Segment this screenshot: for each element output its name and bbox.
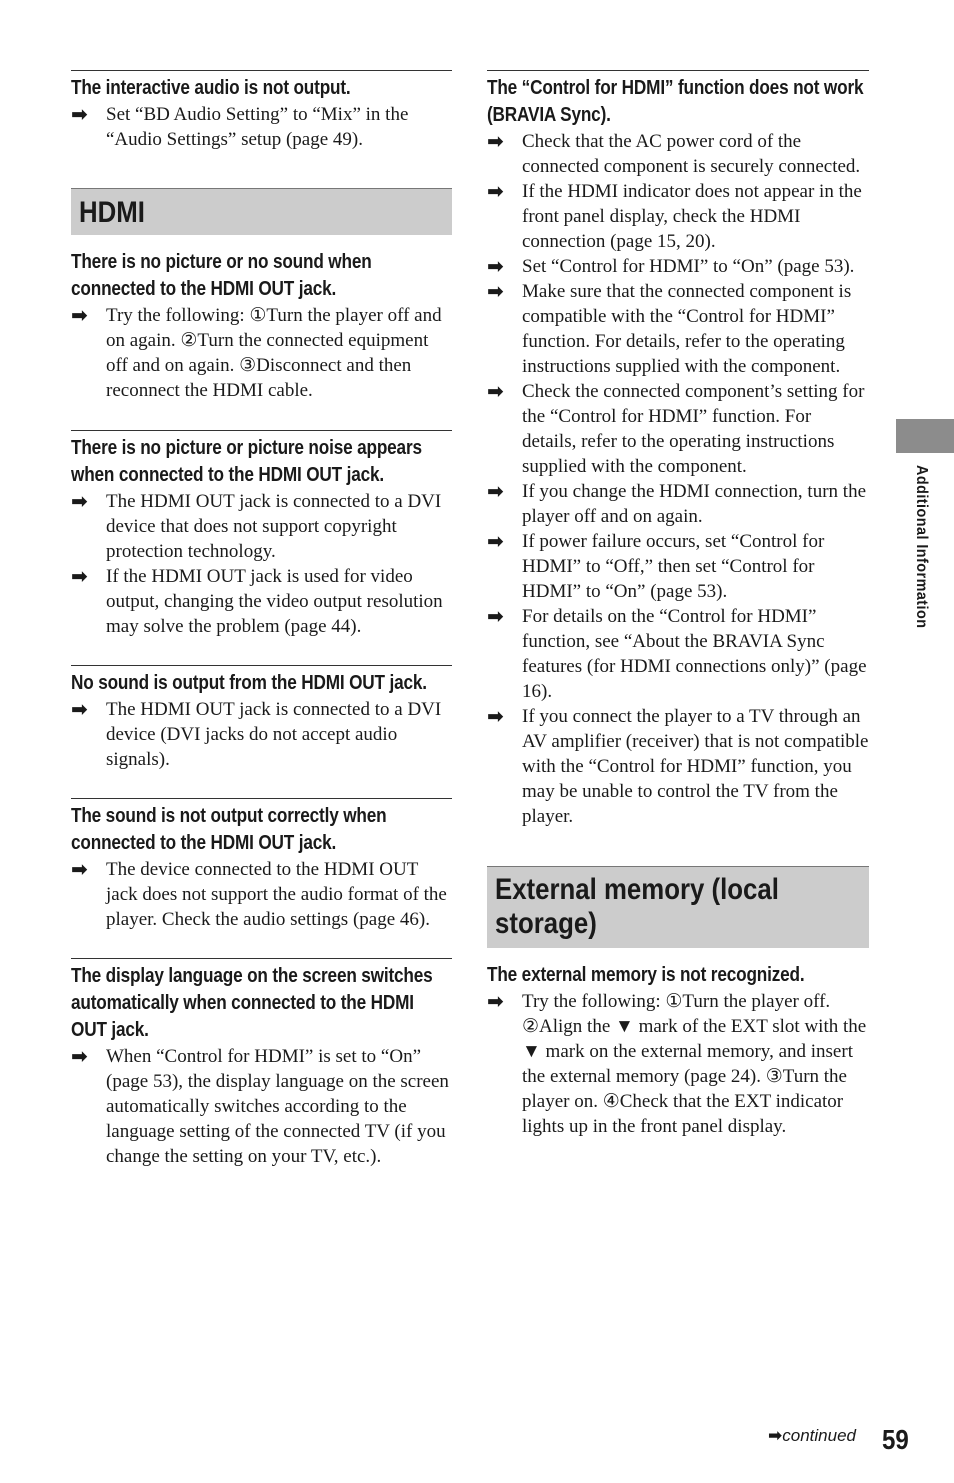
troubleshoot-no-sound-hdmi (71, 665, 452, 772)
troubleshoot-sound-incorrect (71, 798, 452, 932)
remedy-text: Check that the AC power cord of the connected component is securely connected. (522, 131, 861, 177)
section-title: HDMI (79, 196, 145, 229)
remedy-text: If the HDMI indicator does not appear in the front panel display, check the HDMI connection (page 15, 20). (522, 181, 862, 252)
arrow-icon: ➡ (71, 857, 88, 881)
remedy-item (487, 254, 869, 279)
troubleshoot-interactive-audio (71, 70, 452, 152)
remedy-text: If you connect the player to a TV through an AV amplifier (receiver) that is not compatible with the “Control for HDMI” function, you may be unable to control the TV from the player. (522, 706, 869, 827)
subsection-title: The interactive audio is not output. (71, 77, 351, 99)
arrow-icon: ➡ (487, 479, 504, 503)
remedy-text: For details on the “Control for HDMI” function, see “About the BRAVIA Sync features (for HDMI connections only)” (page 16). (522, 606, 867, 702)
remedy-item (487, 179, 869, 254)
arrow-icon: ➡ (71, 564, 88, 588)
troubleshoot-external-memory (487, 962, 869, 1139)
continued-indicator (768, 1426, 856, 1446)
remedy-text: When “Control for HDMI” is set to “On” (page 53), the display language on the screen automatically switches according to the language setting of the connected TV (if you change the setting on your TV, etc.). (106, 1046, 449, 1167)
remedy-text: Try the following: ①Turn the player off. ②Align the ▼ mark of the EXT slot with the ▼ mark on the external memory, and insert the external memory (page 24). ③Turn the player on. ④Check that the EXT indicator lights up in the front panel display. (522, 991, 867, 1137)
chapter-tab-marker (896, 419, 954, 453)
subsection-title: No sound is output from the HDMI OUT jack. (71, 672, 427, 694)
arrow-icon: ➡ (487, 129, 504, 153)
subsection-title: The external memory is not recognized. (487, 964, 805, 986)
section-title: External memory (local storage) (495, 873, 779, 940)
remedy-text: Check the connected component’s setting for the “Control for HDMI” function. For details, refer to the operating instructions supplied with the component. (522, 381, 865, 477)
left-column (71, 70, 452, 1169)
continued-label: continued (782, 1426, 856, 1445)
remedy-item (71, 102, 452, 152)
arrow-icon: ➡ (487, 379, 504, 403)
remedy-text: Make sure that the connected component is compatible with the “Control for HDMI” function. For details, refer to the operating instructions supplied with the component. (522, 281, 852, 377)
remedy-item (71, 857, 452, 932)
remedy-item (487, 704, 869, 829)
subsection-title: There is no picture or picture noise appears when connected to the HDMI OUT jack. (71, 437, 422, 486)
troubleshoot-display-language (71, 958, 452, 1169)
remedy-item (71, 489, 452, 564)
remedy-item (487, 379, 869, 479)
arrow-icon: ➡ (487, 989, 504, 1013)
remedy-item (487, 479, 869, 529)
subsection-title: The display language on the screen switches automatically when connected to the HDMI OUT jack. (71, 965, 433, 1041)
remedy-item (71, 1044, 452, 1169)
arrow-icon: ➡ (487, 179, 504, 203)
remedy-text: Set “BD Audio Setting” to “Mix” in the “Audio Settings” setup (page 49). (106, 104, 409, 150)
remedy-item (71, 564, 452, 639)
arrow-icon: ➡ (768, 1426, 783, 1446)
remedy-text: If power failure occurs, set “Control for HDMI” to “Off,” then set “Control for HDMI” to “On” (page 53). (522, 531, 825, 602)
remedy-item (487, 529, 869, 604)
troubleshoot-no-picture-no-sound (71, 249, 452, 403)
arrow-icon: ➡ (487, 279, 504, 303)
troubleshoot-control-for-hdmi (487, 70, 869, 829)
subsection-title: The “Control for HDMI” function does not work (BRAVIA Sync). (487, 77, 864, 126)
right-column (487, 70, 869, 1139)
chapter-label: Additional Information (913, 465, 930, 629)
troubleshoot-picture-noise (71, 430, 452, 639)
remedy-item (487, 604, 869, 704)
remedy-text: The device connected to the HDMI OUT jack does not support the audio format of the player. Check the audio settings (page 46). (106, 859, 447, 930)
remedy-item (71, 303, 452, 403)
arrow-icon: ➡ (71, 697, 88, 721)
arrow-icon: ➡ (487, 704, 504, 728)
remedy-item (487, 129, 869, 179)
subsection-title: The sound is not output correctly when connected to the HDMI OUT jack. (71, 805, 387, 854)
remedy-item (487, 279, 869, 379)
remedy-text: Try the following: ①Turn the player off and on again. ②Turn the connected equipment off and on again. ③Disconnect and then reconnect the HDMI cable. (106, 305, 442, 401)
arrow-icon: ➡ (487, 529, 504, 553)
arrow-icon: ➡ (487, 604, 504, 628)
remedy-text: If you change the HDMI connection, turn the player off and on again. (522, 481, 867, 527)
remedy-text: If the HDMI OUT jack is used for video output, changing the video output resolution may solve the problem (page 44). (106, 566, 443, 637)
hdmi-section-header (71, 188, 452, 235)
arrow-icon: ➡ (71, 102, 88, 126)
subsection-title: There is no picture or no sound when connected to the HDMI OUT jack. (71, 251, 372, 300)
remedy-text: The HDMI OUT jack is connected to a DVI device (DVI jacks do not accept audio signals). (106, 699, 442, 770)
remedy-item (487, 989, 869, 1139)
page-number: 59 (882, 1424, 909, 1455)
arrow-icon: ➡ (487, 254, 504, 278)
external-memory-section-header (487, 866, 869, 948)
arrow-icon: ➡ (71, 489, 88, 513)
remedy-text: The HDMI OUT jack is connected to a DVI device that does not support copyright protection technology. (106, 491, 442, 562)
remedy-text: Set “Control for HDMI” to “On” (page 53). (522, 256, 855, 277)
remedy-item (71, 697, 452, 772)
arrow-icon: ➡ (71, 1044, 88, 1068)
arrow-icon: ➡ (71, 303, 88, 327)
